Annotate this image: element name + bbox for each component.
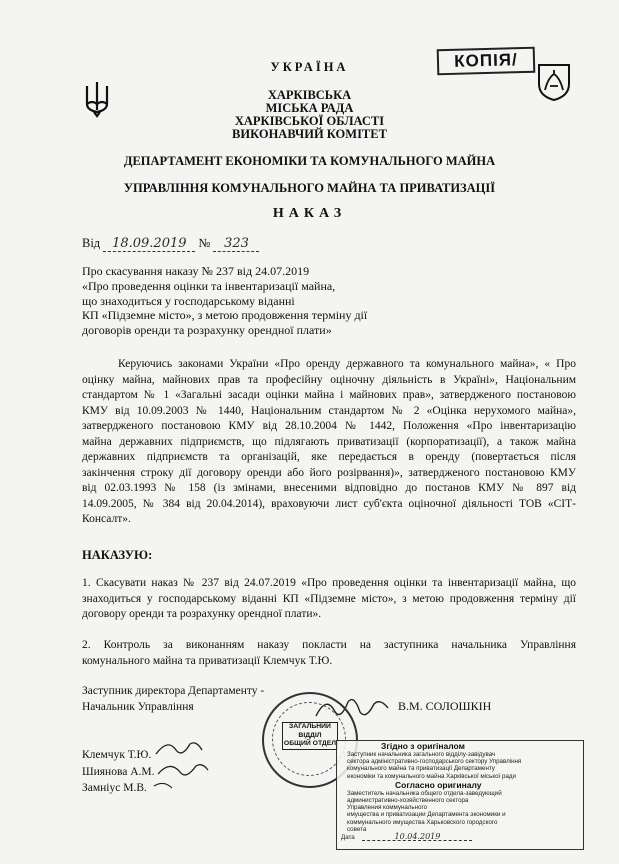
number-label: №	[198, 236, 211, 250]
certification-ua-line: комунального майна та приватизації Департаменту	[347, 765, 495, 773]
signatory-position-line-1: Заступник директора Департаменту -	[82, 685, 265, 697]
certification-title: Згідно з оригіналом	[381, 741, 465, 751]
subject-block	[82, 264, 367, 338]
preamble-line: КМУ від 10.09.2003 № 1440, Національним стандартом № 2 «Оцінка нерухомого майна»,	[82, 404, 576, 417]
order-item-line: 1. Скасувати наказ № 237 від 24.07.2019 «Про проведення оцінки та інвентаризації майна, що	[82, 577, 576, 589]
order-item-1	[82, 576, 576, 623]
subject-line: «Про проведення оцінки та інвентаризації майна,	[82, 278, 336, 293]
round-stamp-line-1: ЗАГАЛЬНИЙ	[289, 723, 331, 730]
round-stamp-box	[282, 722, 338, 750]
certification-title-ru: Согласно оригиналу	[395, 779, 482, 790]
preamble-line: Керуючись законами України «Про оренду державного та комунального майна», « Про	[118, 358, 576, 370]
number-value: 323	[213, 236, 259, 252]
subject-line: Про скасування наказу № 237 від 24.07.2019	[82, 264, 310, 278]
signatory-position-line-2: Начальник Управління	[82, 700, 194, 713]
preamble-line: затвердженого постановою КМУ від 28.10.2004 № 1442, Положення «Про інвентаризацію	[82, 420, 576, 432]
certification-stamp	[336, 740, 584, 850]
date-value: 18.09.2019	[103, 236, 195, 252]
preamble-line: від 02.03.1993 № 158 (із змінами, внесеними відповідно до постанов КМУ № 897 від	[82, 482, 576, 494]
preamble-line: закінчення строку дії договору оренди або його розірвання)», затвердженого постановою КМУ	[82, 466, 576, 479]
department-name: ДЕПАРТАМЕНТ ЕКОНОМІКИ ТА КОМУНАЛЬНОГО МАЙНА	[123, 154, 496, 168]
city-emblem-icon	[536, 62, 572, 102]
order-item-line: комунального майна та приватизації Клемчук Т.Ю.	[82, 654, 333, 667]
country-name: УКРАЇНА	[270, 60, 349, 74]
preamble-line: оцінку майна, майнових прав та професійну оціночну діяльність в Україні», Національним	[82, 373, 576, 386]
subject-line: договорів оренди та розрахунку орендної плати»	[82, 323, 332, 338]
certification-ru-line: имущества и приватизации Департамента экономики и	[347, 811, 506, 819]
certification-ru-line: совета	[347, 825, 367, 833]
council-line-1: МІСЬКА РАДА	[265, 101, 354, 115]
preamble-line: стандартом № 1 «Загальні засади оцінки майна і майнових прав», затвердженого постановою	[82, 389, 576, 401]
approval-name: Замніус М.В.	[82, 782, 147, 794]
subject-line: що знаходиться у господарському віданні	[82, 293, 295, 308]
certification-ua-text	[337, 751, 583, 780]
certification-ua-line: економіки та комунального майна Харківської міської ради	[347, 772, 516, 780]
preamble-block	[82, 357, 576, 528]
order-item-line: 2. Контроль за виконанням наказу покласти на заступника начальника Управління	[82, 639, 576, 651]
council-line-2: ХАРКІВСЬКОЇ ОБЛАСТІ	[234, 114, 385, 128]
round-stamp-line-3: ОБЩИЙ ОТДЕЛ	[283, 740, 337, 748]
signatory-position	[82, 684, 264, 715]
copy-stamp-text: КОПІЯ/	[453, 50, 518, 71]
order-item-2	[82, 638, 576, 669]
certification-ua-line: сектора адміністративно-господарського сектору Управління	[347, 758, 522, 766]
certification-ru-line: коммунального имущества Харьковского городского	[347, 818, 498, 826]
preamble-line: майна державних підприємств, що підлягають приватизації (корпоратизації), а також майна	[82, 435, 576, 448]
city-name: ХАРКІВСЬКА	[267, 88, 352, 102]
date-from-label: Від	[82, 236, 101, 250]
certification-ru-line: административно-хозяйственного сектора	[347, 797, 469, 805]
certification-ru-text	[337, 790, 583, 833]
executive-committee: ВИКОНАВЧИЙ КОМІТЕТ	[232, 127, 387, 141]
order-item-line: знаходиться у господарському віданні КП «Підземне місто», з метою продовження терміну дії	[82, 592, 576, 605]
certification-ru-line: Заместитель начальника общего отдела-заведующий	[347, 789, 502, 797]
certification-ru-line: Управления коммунального	[347, 804, 428, 812]
order-item-line: договору оренди та розрахунку орендної плати».	[82, 608, 322, 620]
certification-date-row	[337, 833, 583, 841]
certification-date-value: 10.04.2019	[362, 833, 472, 841]
preamble-line: 14.09.2005, № 384 від 20.04.2014), враховуючи лист суб'єкта оціночної діяльності ТОВ «СІТ-	[82, 497, 576, 510]
approval-name: Шиянова А.М.	[82, 765, 155, 778]
date-line	[82, 236, 259, 252]
round-stamp-line-2: ВІДДІЛ	[298, 731, 322, 739]
certification-date-label: Дата	[341, 834, 355, 842]
signatory-name: В.М. СОЛОШКІН	[398, 699, 492, 713]
subject-line: КП «Підземне місто», з метою продовження терміну дії	[82, 308, 368, 323]
approvals-list	[82, 747, 155, 797]
preamble-line: Консалт».	[82, 513, 131, 525]
order-heading: НАКАЗУЮ:	[82, 548, 153, 562]
approval-signatures	[150, 736, 214, 796]
preamble-line: державних підприємств та організацій, яке передається в оренду (повертається після	[82, 451, 576, 463]
office-name: УПРАВЛІННЯ КОМУНАЛЬНОГО МАЙНА ТА ПРИВАТИЗАЦІЇ	[123, 181, 496, 195]
copy-stamp	[437, 47, 536, 76]
doc-type-title: НАКАЗ	[272, 206, 347, 221]
certification-ua-line: Заступник начальника загального відділу-завідувач	[347, 751, 496, 758]
approval-name: Клемчук Т.Ю.	[82, 749, 152, 761]
